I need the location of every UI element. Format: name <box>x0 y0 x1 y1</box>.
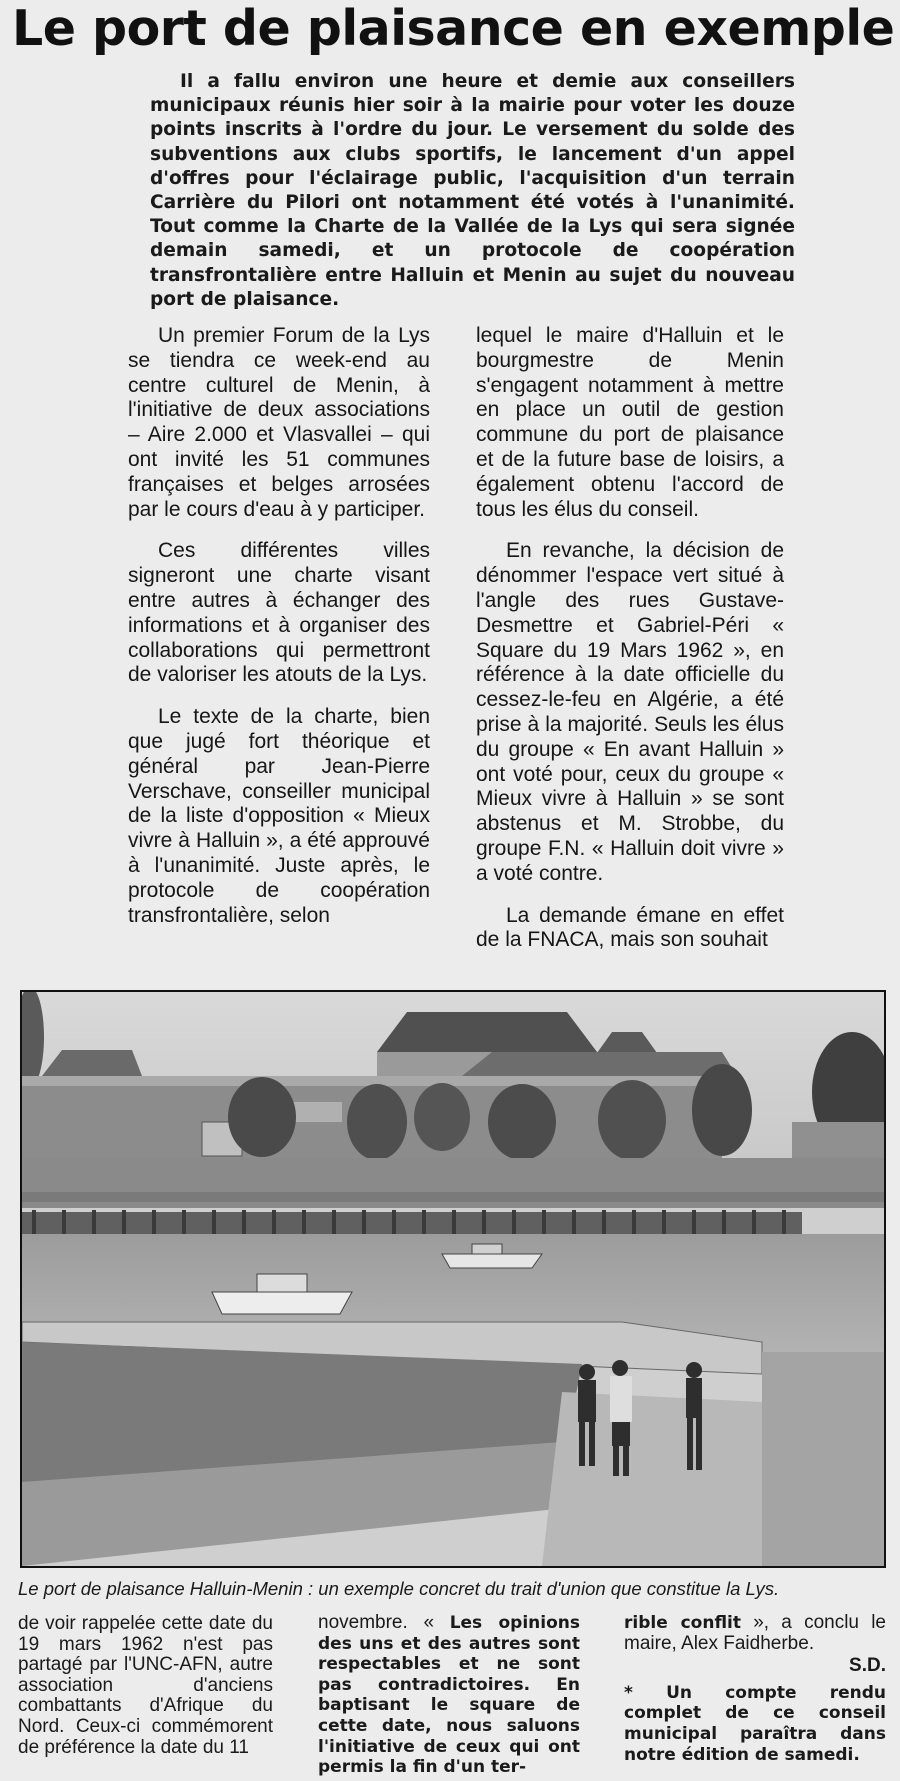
paragraph: La demande émane en effet de la FNACA, mais son souhait <box>476 903 784 952</box>
article-column-1 <box>128 324 430 945</box>
paragraph: En revanche, la décision de dénommer l'espace vert situé à l'angle des rues Gustave-Desmettre et Gabriel-Péri « Square du 19 Mars 1962 », en référence à la date officielle du cessez-le-feu en Algérie, a été prise à la majorité. Seuls les élus du groupe « En avant Halluin » ont voté pour, ceux du groupe « Mieux vivre à Halluin » se sont abstenus et M. Strobbe, du groupe F.N. « Halluin doit vivre » a voté contre. <box>476 539 784 885</box>
bottom-column-3 <box>624 1613 886 1765</box>
bottom-column-1 <box>18 1614 273 1758</box>
article-column-2 <box>476 324 784 970</box>
paragraph: lequel le maire d'Halluin et le bourgmestre de Menin s'engagent notamment à mettre en place un outil de gestion commune du port de plaisance et de la future base de loisirs, a également obtenu l'accord de tous les élus du conseil. <box>476 324 784 521</box>
lead-paragraph: Il a fallu environ une heure et demie aux conseillers municipaux réunis hier soir à la mairie pour voter les douze points inscrits à l'ordre du jour. Le versement du solde des subventions aux clubs sportifs, le lancement d'un appel d'offres pour l'éclairage public, l'acquisition d'un terrain Carrière du Pilori ont notamment été votés à l'unanimité. Tout comme la Charte de la Vallée de la Lys qui sera signée demain samedi, et un protocole de coopération transfrontalière entre Halluin et Menin au sujet du nouveau port de plaisance. <box>150 71 795 310</box>
author-signature: S.D. <box>849 1655 886 1677</box>
paragraph: Un premier Forum de la Lys se tiendra ce week-end au centre culturel de Menin, à l'initiative de deux associations – Aire 2.000 et Vlasvallei – qui ont invité les 51 communes françaises et belges arrosées par le cours d'eau à y participer. <box>128 324 430 521</box>
quote-text: Les opinions des uns et des autres sont respectables et ne sont pas contradictoires. En baptisant le square de cette date, nous saluons l'initiative de ceux qui ont permis la fin d'un ter- <box>318 1613 580 1778</box>
harbour-photo-drawing <box>22 992 884 1566</box>
paragraph <box>624 1613 886 1654</box>
harbour-photo <box>20 990 886 1568</box>
headline: Le port de plaisance en exemple <box>12 0 895 57</box>
bottom-column-2 <box>318 1613 580 1778</box>
quote-end: rible conflit <box>624 1613 742 1633</box>
photo-caption: Le port de plaisance Halluin-Menin : un exemple concret du trait d'union que constitue la Lys. <box>18 1578 780 1599</box>
paragraph: Le texte de la charte, bien que jugé fort théorique et général par Jean-Pierre Verschave, conseiller municipal de la liste d'opposition « Mieux vivre à Halluin », a été approuvé à l'unanimité. Juste après, le protocole de coopération transfrontalière, selon <box>128 705 430 927</box>
footnote: * Un compte rendu complet de ce conseil municipal paraîtra dans notre édition de samedi. <box>624 1682 886 1765</box>
paragraph: Ces différentes villes signeront une charte visant entre autres à échanger des informations et à organiser des collaborations qui permettront de valoriser les atouts de la Lys. <box>128 539 430 687</box>
attribution: », a conclu le maire, Alex Faidherbe. <box>624 1612 886 1654</box>
paragraph: de voir rappelée cette date du 19 mars 1962 n'est pas partagé par l'UNC-AFN, autre association d'anciens combattants d'Afrique du Nord. Ceux-ci commémorent de préférence la date du 11 <box>18 1613 273 1758</box>
paragraph <box>318 1613 580 1778</box>
quote-intro: novembre. « <box>318 1612 450 1633</box>
